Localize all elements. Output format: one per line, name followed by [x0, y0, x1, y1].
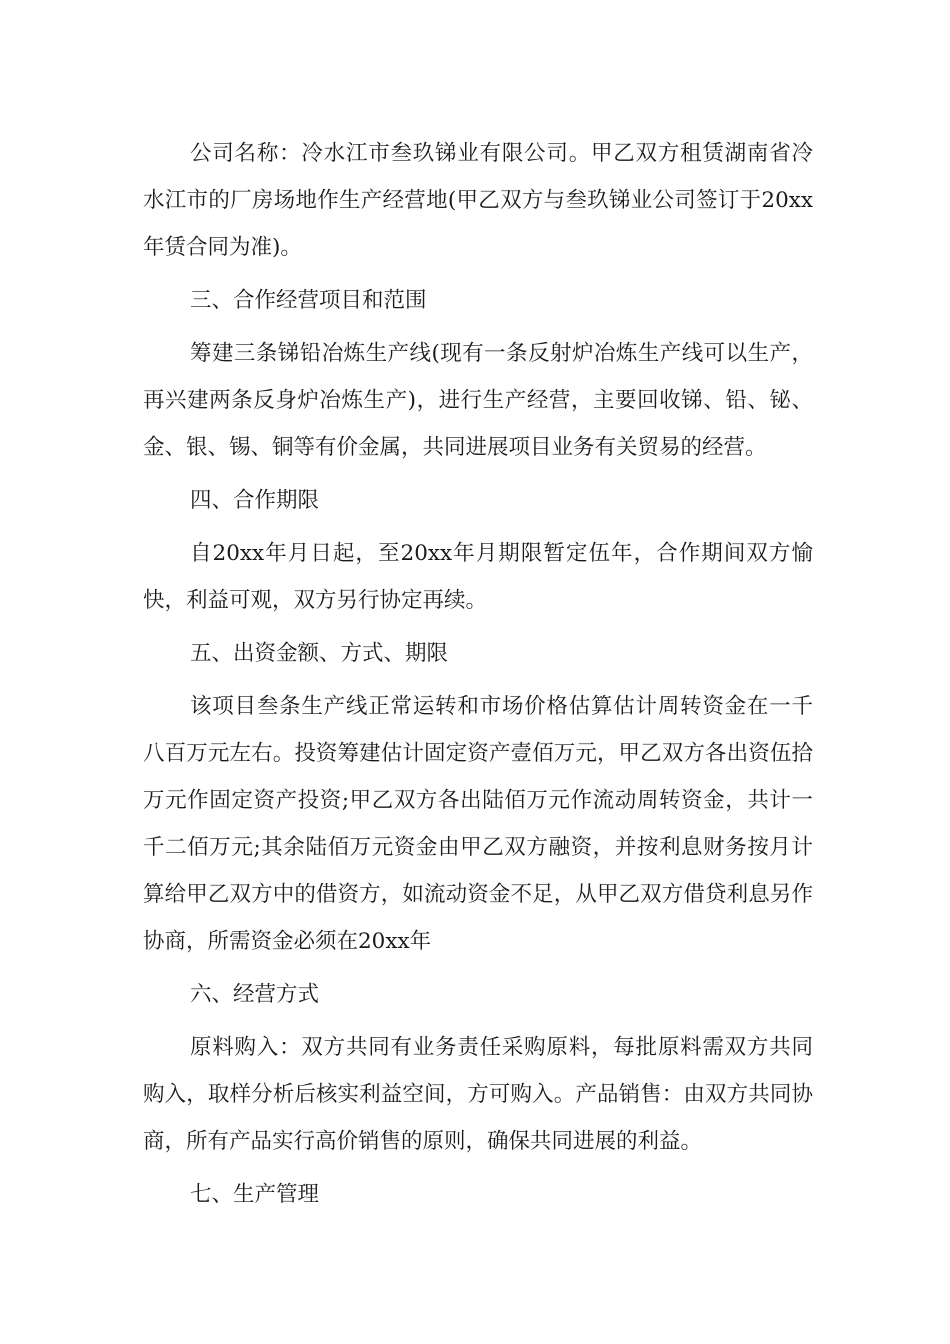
- document-body: [143, 130, 813, 1224]
- section-heading-term: 四、合作期限: [190, 488, 320, 513]
- paragraph-capital: 该项目叁条生产线正常运转和市场价格估算估计周转资金在一千八百万元左右。投资筹建估计固定资产壹佰万元，甲乙双方各出资伍拾万元作固定资产投资;甲乙双方各出陆佰万元作流动周转资金，共计一千二佰万元;其余陆佰万元资金由甲乙双方融资，并按利息财务按月计算给甲乙双方中的借资方，如流动资金不足，从甲乙双方借贷利息另作协商，所需资金必须在20xx年: [143, 694, 813, 954]
- section-heading-capital: 五、出资金额、方式、期限: [190, 641, 449, 666]
- paragraph-operation: 原料购入：双方共同有业务责任采购原料，每批原料需双方共同购入，取样分析后核实利益空间，方可购入。产品销售：由双方共同协商，所有产品实行高价销售的原则，确保共同进展的利益。: [143, 1035, 813, 1154]
- paragraph-scope: 筹建三条锑铅冶炼生产线(现有一条反射炉冶炼生产线可以生产，再兴建两条反身炉冶炼生产)，进行生产经营，主要回收锑、铅、铋、金、银、锡、铜等有价金属，共同进展项目业务有关贸易的经营。: [143, 341, 813, 460]
- section-heading-production: 七、生产管理: [190, 1182, 320, 1207]
- paragraph-term: 自20xx年月日起，至20xx年月期限暂定伍年，合作期间双方愉快，利益可观，双方另行协定再续。: [143, 541, 813, 613]
- section-heading-operation: 六、经营方式: [190, 982, 320, 1007]
- paragraph-company-name: 公司名称：冷水江市叁玖锑业有限公司。甲乙双方租赁湖南省冷水江市的厂房场地作生产经营地(甲乙双方与叁玖锑业公司签订于20xx年赁合同为准)。: [143, 141, 813, 260]
- section-heading-scope: 三、合作经营项目和范围: [190, 288, 427, 313]
